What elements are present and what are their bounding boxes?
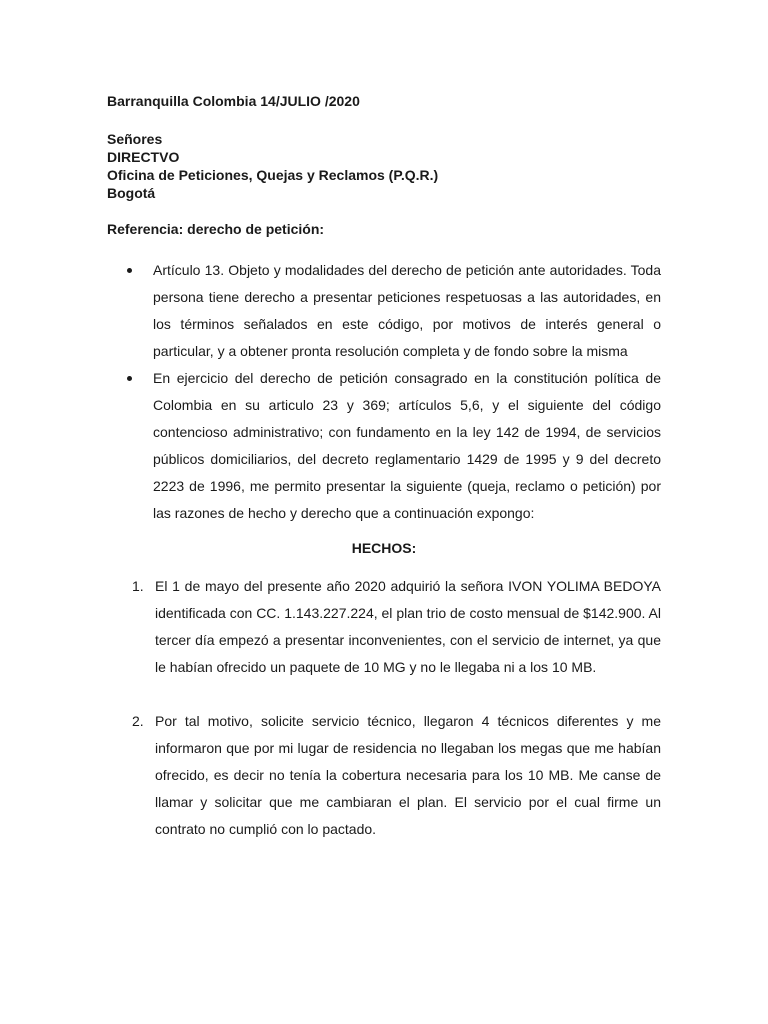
section-title: HECHOS: [351, 540, 417, 556]
bullet-icon [127, 376, 132, 381]
document-body [107, 92, 661, 843]
fact-number: 2. [132, 713, 144, 729]
bullet-text: Artículo 13. Objeto y modalidades del derecho de petición ante autoridades. Toda persona tiene derecho a presentar peticiones respetuosas a las autoridades, en los términos señalados en este código, por motivos de interés general o particular, y a obtener pronta resolución completa y de fondo sobre la misma [153, 262, 661, 359]
facts-list [107, 573, 661, 843]
date-line: Barranquilla Colombia 14/JULIO /2020 [107, 93, 360, 109]
bullet-icon [127, 268, 132, 273]
bullet-item [107, 257, 661, 365]
recipient-block [107, 130, 661, 202]
recipient-office: Oficina de Peticiones, Quejas y Reclamos (P.Q.R.) [107, 167, 439, 183]
recipient-salutation: Señores [107, 131, 163, 147]
reference-line: Referencia: derecho de petición: [107, 221, 325, 237]
fact-item [107, 573, 661, 681]
recipient-company: DIRECTVO [107, 149, 180, 165]
fact-text: Por tal motivo, solicite servicio técnico, llegaron 4 técnicos diferentes y me informaron que por mi lugar de residencia no llegaban los megas que me habían ofrecido, es decir no tenía la cobertura necesaria para los 10 MB. Me canse de llamar y solicitar que me cambiaran el plan. El servicio por el cual firme un contrato no cumplió con lo pactado. [155, 713, 661, 837]
recipient-city: Bogotá [107, 185, 156, 201]
fact-number: 1. [132, 578, 144, 594]
fact-item [107, 708, 661, 843]
bullet-text: En ejercicio del derecho de petición consagrado en la constitución política de Colombia en su articulo 23 y 369; artículos 5,6, y el siguiente del código contencioso administrativo; con fundamento en la ley 142 de 1994, de servicios públicos domiciliarios, del decreto reglamentario 1429 de 1995 y 9 del decreto 2223 de 1996, me permito presentar la siguiente (queja, reclamo o petición) por las razones de hecho y derecho que a continuación expongo: [153, 370, 661, 521]
bullet-item [107, 365, 661, 527]
bullet-list [107, 257, 661, 527]
fact-text: El 1 de mayo del presente año 2020 adquirió la señora IVON YOLIMA BEDOYA identificada con CC. 1.143.227.224, el plan trio de costo mensual de $142.900. Al tercer día empezó a presentar inconvenientes, con el servicio de internet, ya que le habían ofrecido un paquete de 10 MG y no le llegaba ni a los 10 MB. [155, 578, 661, 675]
